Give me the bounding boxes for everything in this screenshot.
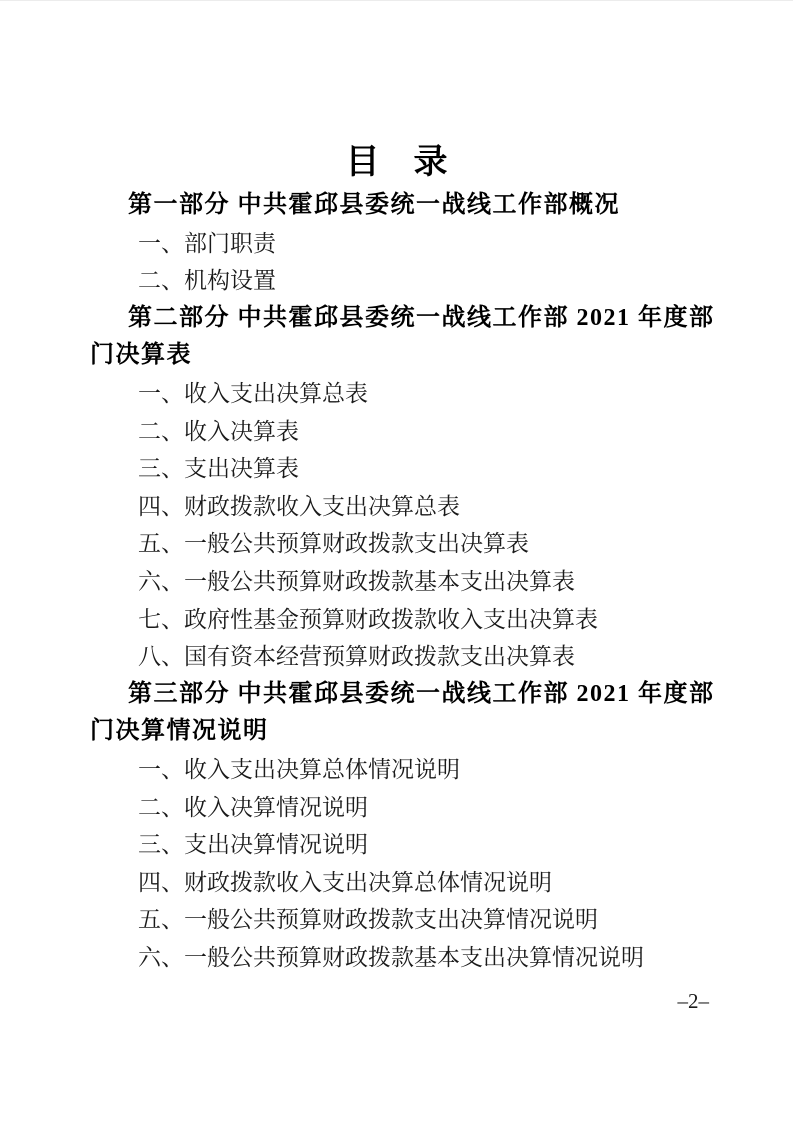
toc-item-part3-3: 三、支出决算情况说明 [138,832,368,858]
toc-part2-heading-line1: 第二部分 中共霍邱县委统一战线工作部 2021 年度部 [128,304,715,331]
toc-item-part3-1: 一、收入支出决算总体情况说明 [138,756,460,782]
page-title: 目 录 [345,144,448,181]
toc-item-part2-8: 八、国有资本经营预算财政拨款支出决算表 [138,644,575,670]
toc-item-part2-5: 五、一般公共预算财政拨款支出决算表 [138,531,529,557]
toc-item-part3-2: 二、收入决算情况说明 [138,794,368,820]
toc-part3-heading-line1: 第三部分 中共霍邱县委统一战线工作部 2021 年度部 [128,680,715,707]
toc-item-part1-2: 二、机构设置 [138,268,276,294]
toc-item-part2-1: 一、收入支出决算总表 [138,380,368,406]
toc-item-part2-2: 二、收入决算表 [138,418,299,444]
toc-part2-heading-line2: 门决算表 [90,342,192,369]
table-of-contents [90,187,715,976]
toc-part3-heading-line2: 门决算情况说明 [90,718,269,745]
toc-item-part3-5: 五、一般公共预算财政拨款支出决算情况说明 [138,907,598,933]
toc-item-part1-1: 一、部门职责 [138,230,276,256]
toc-item-part2-6: 六、一般公共预算财政拨款基本支出决算表 [138,568,575,594]
toc-item-part2-4: 四、财政拨款收入支出决算总表 [138,493,460,519]
page-number: –2– [677,989,709,1013]
toc-item-part2-3: 三、支出决算表 [138,456,299,482]
toc-part1-heading: 第一部分 中共霍邱县委统一战线工作部概况 [128,192,620,218]
toc-item-part3-6: 六、一般公共预算财政拨款基本支出决算情况说明 [138,944,644,970]
toc-item-part2-7: 七、政府性基金预算财政拨款收入支出决算表 [138,606,598,632]
toc-item-part3-4: 四、财政拨款收入支出决算总体情况说明 [138,869,552,895]
